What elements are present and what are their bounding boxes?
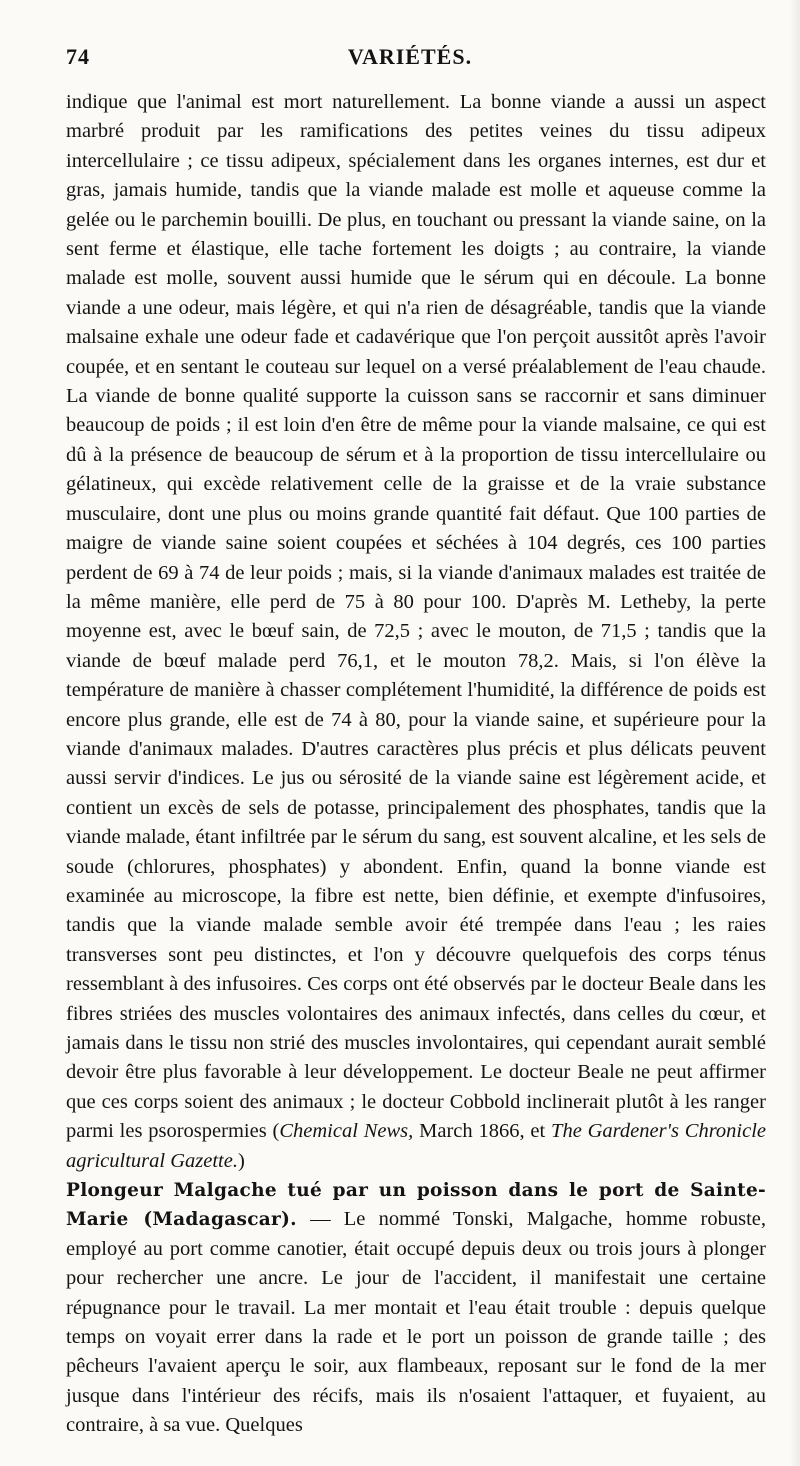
scan-edge-shadow xyxy=(790,0,800,1466)
paragraph-text: — Le nommé Tonski, Malgache, homme robuste, employé au port comme canotier, était occupé depuis deux ou trois jours à plonger pour rechercher une ancre. Le jour de l'accident, il manifestait une certaine répugnance pour le travail. La mer montait et l'eau était trouble : depuis quelque temps on voyait errer dans la rade et le port un poisson de grande taille ; des pêcheurs l'avaient aperçu le soir, aux flambeaux, reposant sur le fond de la mer jusque dans l'intérieur des récifs, mais ils n'osaient l'attaquer, et fuyaient, au contraire, à sa vue. Quelques xyxy=(66,1208,766,1437)
citation-close: ) xyxy=(237,1149,245,1172)
page-number: 74 xyxy=(66,44,90,69)
page-body xyxy=(66,88,766,1441)
page-header xyxy=(66,44,754,78)
paragraph-text: indique que l'animal est mort naturellement. La bonne viande a aussi un aspect marbré produit par les ramifications des petites veines du tissu adipeux intercellulaire ; ce tissu adipeux, spécialement dans les organes internes, est dur et gras, jamais humide, tandis que la viande malade est molle et aqueuse comme la gelée ou le parchemin bouilli. De plus, en touchant ou pressant la viande saine, on la sent ferme et élastique, elle tache fortement les doigts ; au contraire, la viande malade est molle, souvent aussi humide que le sérum qui en découle. La bonne viande a une odeur, mais légère, et qui n'a rien de désagréable, tandis que la viande malsaine exhale une odeur fade et cadavérique que l'on perçoit aussitôt après l'avoir coupée, et en sentant le couteau sur lequel on a versé préalablement de l'eau chaude. La viande de bonne qualité supporte la cuisson sans se raccornir et sans diminuer beaucoup de poids ; il est loin d'en être de même pour la viande malsaine, ce qui est dû à la présence de beaucoup de sérum et à la proportion de tissu intercellulaire ou gélatineux, qui excède relativement celle de la graisse et de la vraie substance musculaire, dont une plus ou moins grande quantité fait défaut. Que 100 parties de maigre de viande saine soient coupées et séchées à 104 degrés, ces 100 parties perdent de 69 à 74 de leur poids ; mais, si la viande d'animaux malades est traitée de la même manière, elle perd de 75 à 80 pour 100. D'après M. Letheby, la perte moyenne est, avec le bœuf sain, de 72,5 ; avec le mouton, de 71,5 ; tandis que la viande de bœuf malade perd 76,1, et le mouton 78,2. Mais, si l'on élève la température de manière à chasser complétement l'humidité, la différence de poids est encore plus grande, elle est de 74 à 80, pour la viande saine, et supérieure pour la viande d'animaux malades. D'autres caractères plus précis et plus délicats peuvent aussi servir d'indices. Le jus ou sérosité de la viande saine est légèrement acide, et contient un excès de sels de potasse, principalement des phosphates, tandis que la viande malade, étant infiltrée par le sérum du sang, est souvent alcaline, et les sels de soude (chlorures, phosphates) y abondent. Enfin, quand la bonne viande est examinée au microscope, la fibre est nette, bien définie, et exempte d'infusoires, tandis que la viande malade semble avoir été trempée dans l'eau ; les raies transverses sont peu distinctes, et l'on y découvre quelquefois des corps ténus ressemblant à des infusoires. Ces corps ont été observés par le docteur Beale dans les fibres striées des muscles volontaires des animaux infectés, dans celles du cœur, et jamais dans le tissu non strié des muscles involontaires, qui cependant aurait semblé devoir être plus favorable à leur développement. Le docteur Beale ne peut affirmer que ces corps soient des animaux ; le docteur Cobbold inclinerait plutôt à les ranger parmi les psorospermies ( xyxy=(66,91,766,1143)
citation-connector: March 1866, et xyxy=(413,1120,552,1143)
source-citation-chemical-news: Chemical News, xyxy=(279,1120,414,1143)
article-paragraph-diver xyxy=(66,1176,766,1441)
source-citation-gardeners-chronicle: The Gardener's Chronicle agricultural Gazette. xyxy=(66,1120,766,1172)
article-paragraph-meat xyxy=(66,88,766,1176)
running-title: VARIÉTÉS. xyxy=(347,44,473,69)
section-title: Plongeur Malgache tué par un poisson dans le port de Sainte-Marie (Madagascar). xyxy=(66,1180,766,1231)
